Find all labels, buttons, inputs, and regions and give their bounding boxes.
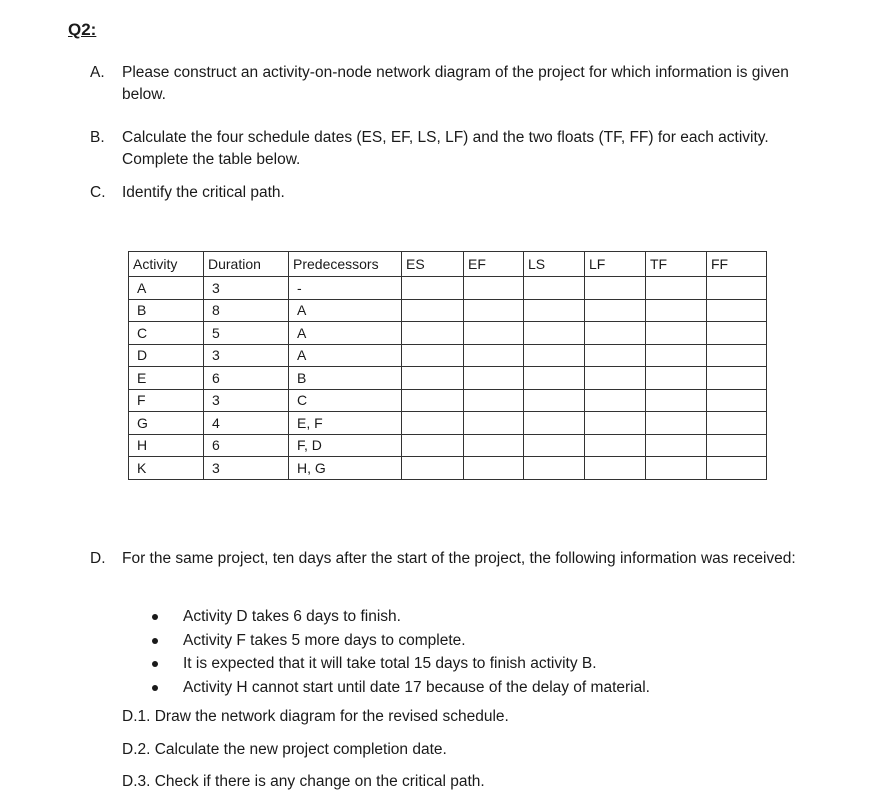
table-row xyxy=(129,434,767,457)
schedule-table xyxy=(128,251,767,480)
cell-predecessors: H, G xyxy=(289,457,402,480)
cell-duration: 3 xyxy=(204,457,289,480)
header-tf: TF xyxy=(646,252,707,277)
table-row xyxy=(129,367,767,390)
cell-ls xyxy=(524,412,585,435)
cell-es xyxy=(402,344,464,367)
cell-ef xyxy=(464,367,524,390)
info-bullet-list xyxy=(150,605,650,699)
cell-tf xyxy=(646,277,707,300)
cell-ff xyxy=(707,322,767,345)
cell-ls xyxy=(524,277,585,300)
cell-lf xyxy=(585,434,646,457)
cell-ff xyxy=(707,412,767,435)
cell-ef xyxy=(464,434,524,457)
cell-duration: 3 xyxy=(204,344,289,367)
table-row xyxy=(129,299,767,322)
cell-predecessors: C xyxy=(289,389,402,412)
cell-activity: F xyxy=(129,389,204,412)
cell-lf xyxy=(585,389,646,412)
cell-duration: 6 xyxy=(204,367,289,390)
cell-es xyxy=(402,277,464,300)
bullet-dot-icon xyxy=(152,685,158,691)
cell-lf xyxy=(585,412,646,435)
cell-activity: C xyxy=(129,322,204,345)
bullet-item xyxy=(150,605,650,629)
cell-duration: 3 xyxy=(204,389,289,412)
cell-lf xyxy=(585,299,646,322)
question-a xyxy=(90,62,830,106)
cell-duration: 8 xyxy=(204,299,289,322)
cell-predecessors: A xyxy=(289,344,402,367)
cell-tf xyxy=(646,322,707,345)
cell-ls xyxy=(524,367,585,390)
cell-activity: G xyxy=(129,412,204,435)
table-body xyxy=(129,277,767,480)
cell-ff xyxy=(707,389,767,412)
bullet-text: It is expected that it will take total 15 days to finish activity B. xyxy=(183,655,597,672)
cell-es xyxy=(402,299,464,322)
cell-ff xyxy=(707,367,767,390)
question-b-letter: B. xyxy=(90,129,105,146)
question-a-letter: A. xyxy=(90,64,105,81)
cell-duration: 6 xyxy=(204,434,289,457)
question-d-text: For the same project, ten days after the start of the project, the following information was received: xyxy=(122,550,796,567)
question-b xyxy=(90,127,830,171)
bullet-text: Activity H cannot start until date 17 because of the delay of material. xyxy=(183,678,650,696)
table-row xyxy=(129,344,767,367)
cell-lf xyxy=(585,277,646,300)
cell-lf xyxy=(585,457,646,480)
cell-tf xyxy=(646,367,707,390)
cell-predecessors: E, F xyxy=(289,412,402,435)
question-c-letter: C. xyxy=(90,184,106,201)
cell-ls xyxy=(524,344,585,367)
question-a-text: Please construct an activity-on-node network diagram of the project for which information is given below. xyxy=(122,64,789,103)
cell-activity: D xyxy=(129,344,204,367)
cell-ff xyxy=(707,277,767,300)
header-activity: Activity xyxy=(129,252,204,277)
cell-ls xyxy=(524,457,585,480)
cell-tf xyxy=(646,434,707,457)
bullet-text: Activity D takes 6 days to finish. xyxy=(183,608,401,625)
cell-tf xyxy=(646,344,707,367)
bullet-dot-icon xyxy=(152,614,158,620)
cell-tf xyxy=(646,457,707,480)
cell-ls xyxy=(524,299,585,322)
question-c xyxy=(90,182,830,204)
header-ef: EF xyxy=(464,252,524,277)
cell-ef xyxy=(464,412,524,435)
cell-ff xyxy=(707,457,767,480)
cell-activity: H xyxy=(129,434,204,457)
question-d-letter: D. xyxy=(90,550,106,567)
cell-duration: 4 xyxy=(204,412,289,435)
cell-ef xyxy=(464,457,524,480)
subquestion-d1: D.1. Draw the network diagram for the revised schedule. xyxy=(122,708,509,725)
cell-ff xyxy=(707,434,767,457)
header-duration: Duration xyxy=(204,252,289,277)
header-predecessors: Predecessors xyxy=(289,252,402,277)
table-row xyxy=(129,277,767,300)
cell-duration: 3 xyxy=(204,277,289,300)
cell-es xyxy=(402,412,464,435)
cell-predecessors: - xyxy=(289,277,402,300)
cell-duration: 5 xyxy=(204,322,289,345)
cell-activity: A xyxy=(129,277,204,300)
cell-es xyxy=(402,322,464,345)
cell-tf xyxy=(646,412,707,435)
table-row xyxy=(129,322,767,345)
cell-predecessors: A xyxy=(289,299,402,322)
cell-es xyxy=(402,367,464,390)
cell-lf xyxy=(585,367,646,390)
cell-activity: B xyxy=(129,299,204,322)
header-lf: LF xyxy=(585,252,646,277)
cell-ff xyxy=(707,299,767,322)
cell-ef xyxy=(464,277,524,300)
cell-predecessors: A xyxy=(289,322,402,345)
table-row xyxy=(129,389,767,412)
cell-predecessors: B xyxy=(289,367,402,390)
cell-lf xyxy=(585,322,646,345)
bullet-dot-icon xyxy=(152,638,158,644)
cell-es xyxy=(402,389,464,412)
table-row xyxy=(129,412,767,435)
cell-es xyxy=(402,457,464,480)
question-d xyxy=(90,548,830,570)
table-header-row xyxy=(129,252,767,277)
header-es: ES xyxy=(402,252,464,277)
bullet-item xyxy=(150,629,650,653)
cell-ef xyxy=(464,299,524,322)
question-b-text: Calculate the four schedule dates (ES, EF, LS, LF) and the two floats (TF, FF) for each activity. Complete the table below. xyxy=(122,129,769,168)
question-c-text: Identify the critical path. xyxy=(122,184,285,201)
cell-ls xyxy=(524,434,585,457)
cell-activity: K xyxy=(129,457,204,480)
cell-ef xyxy=(464,389,524,412)
bullet-item xyxy=(150,652,650,676)
cell-predecessors: F, D xyxy=(289,434,402,457)
cell-ef xyxy=(464,344,524,367)
bullet-item xyxy=(150,676,650,700)
cell-ff xyxy=(707,344,767,367)
cell-tf xyxy=(646,389,707,412)
table-row xyxy=(129,457,767,480)
question-heading: Q2: xyxy=(68,20,97,39)
bullet-text: Activity F takes 5 more days to complete. xyxy=(183,631,466,649)
cell-lf xyxy=(585,344,646,367)
header-ff: FF xyxy=(707,252,767,277)
bullet-dot-icon xyxy=(152,661,158,667)
cell-tf xyxy=(646,299,707,322)
cell-es xyxy=(402,434,464,457)
cell-activity: E xyxy=(129,367,204,390)
cell-ls xyxy=(524,322,585,345)
cell-ls xyxy=(524,389,585,412)
header-ls: LS xyxy=(524,252,585,277)
subquestion-d2: D.2. Calculate the new project completion date. xyxy=(122,741,447,758)
cell-ef xyxy=(464,322,524,345)
subquestion-d3: D.3. Check if there is any change on the critical path. xyxy=(122,773,485,790)
